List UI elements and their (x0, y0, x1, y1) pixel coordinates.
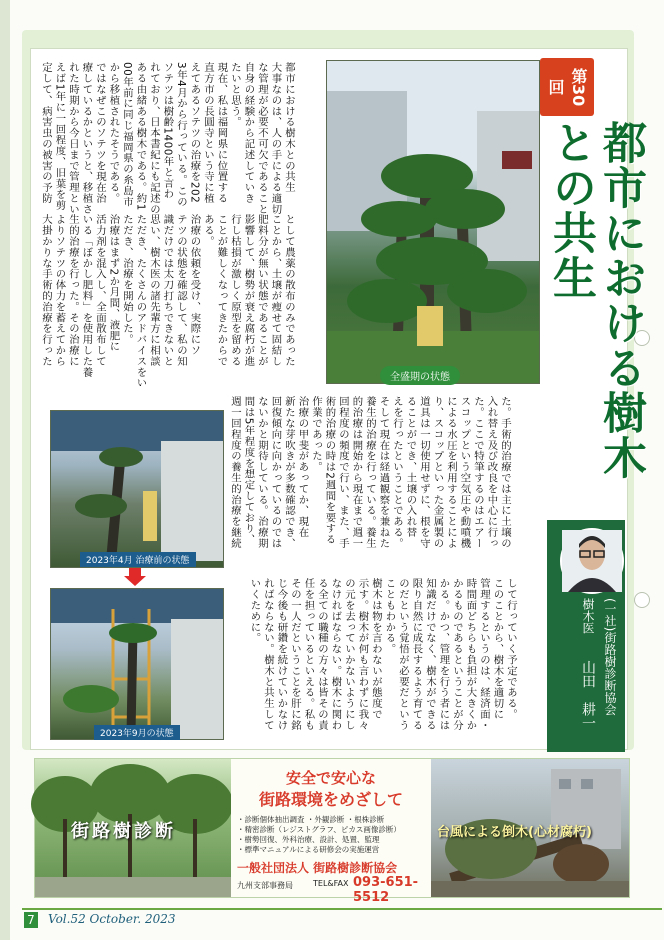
body-line: の元を去っていかないようにし (343, 578, 355, 731)
body-line: 活力剤を混入し、全面散布して (94, 214, 106, 367)
series-label: 第30回 (546, 67, 588, 107)
body-line: 任を担っているといえる。私も (302, 578, 315, 731)
body-line: そして現在は経過観察を兼ねた (377, 396, 390, 549)
main-photo (326, 60, 540, 384)
body-line: じ今後も研鑽を続けていかなけ (275, 578, 288, 731)
ad-headline-2: 街路環境をめざして (258, 790, 403, 809)
body-line: 行し枯損が激しく原型を留める (229, 214, 241, 367)
body-line: として農薬の散布のみであった (283, 214, 295, 367)
body-line: れており、日本書紀にも記述の (148, 62, 160, 215)
ad-center (231, 759, 431, 905)
page-number: 7 (24, 912, 38, 928)
body-line: 回復傾向に向かっているのでは (269, 396, 282, 549)
ad-org: 一般社団法人 街路樹診断協会 (237, 861, 398, 875)
portrait-illustration (562, 530, 622, 592)
body-line: 現在、私は福岡県に位置する (215, 62, 228, 204)
body-line: 00年前に同じ福岡県の糸島市 (121, 62, 133, 208)
body-line: ればならない。樹木と共生して (262, 578, 274, 731)
body-line: から移植されたそうである。 (107, 62, 120, 204)
before-photo-illustration (51, 411, 223, 567)
after-photo (50, 588, 224, 740)
body-line: その一人だということを肝に銘 (289, 578, 301, 731)
ad-services (237, 815, 401, 855)
article-title: 都市における樹木との共生 (545, 120, 646, 480)
main-photo-caption: 全盛期の状態 (380, 366, 460, 385)
body-line: たいと思う。 (229, 62, 241, 128)
ad-banner (34, 758, 630, 905)
body-line: 直方市の長圓寺という寺に植 (202, 62, 214, 204)
body-text-d (247, 578, 517, 740)
body-line: スコップという空気圧や動噴機 (458, 396, 471, 549)
body-line: 樹木は物を言わないが態度で (370, 578, 382, 720)
body-line: ではなぜこのソテツを現在治 (94, 62, 106, 204)
ad-service-item: ・樹勢回復、外科治療、設計、処置、監理 (237, 835, 380, 844)
body-text-block-d (230, 578, 544, 740)
body-line: 回程度の頻度で行い、また、手 (337, 396, 349, 549)
body-line: 影響して、樹勢が衰え腐朽が進 (242, 214, 255, 367)
body-line: 道具は一切使用せずに、根を守 (418, 396, 430, 549)
body-line: かる。かつ、管理を行う者には (437, 578, 450, 731)
cycad-illustration (327, 61, 539, 383)
arrow-down-icon (124, 568, 146, 586)
body-line: 限り自然に成長するよう育てる (410, 578, 423, 731)
ad-tel: 093-651-5512 (353, 875, 419, 905)
body-line: かるものであるということが分 (451, 578, 463, 731)
body-line: 治療はまず2か月間、液肥に (107, 214, 120, 352)
body-line: ないかと期待している。治療期 (256, 396, 268, 549)
body-line: えてあるソテツの治療を202 (188, 62, 201, 204)
body-line: れた時期から今日まで管理とい (67, 62, 79, 215)
body-line: 新たな芽吹きが多数確認でき、 (283, 396, 295, 549)
body-line: る全ての職種の方々は皆その責 (316, 578, 328, 731)
body-line: 術的治療の時は2週間を要する (323, 396, 336, 545)
body-line: 間は5年程度を想定しており、 (242, 396, 255, 545)
ad-tel-label: TEL&FAX (313, 879, 349, 888)
author-name: 山田 耕一 (580, 660, 596, 730)
body-line: テツの状態を確認して、私の知 (175, 214, 187, 367)
body-line: いる「ぼかし肥料」を使用した養 (80, 214, 93, 378)
body-line: 作業であった。 (310, 396, 322, 473)
body-line: なければならない。樹木に関わ (329, 578, 342, 731)
body-line: 週一回程度の養生的治療を継続 (229, 396, 241, 549)
body-line: このことから、樹木を適切に (491, 578, 504, 720)
body-line: 知識だけでなく、樹木ができる (424, 578, 436, 731)
body-line: た。ここで特筆するのはエアー (472, 396, 484, 549)
body-line: 時間面どちらも負担が大きくか (464, 578, 477, 731)
ad-left-photo (35, 759, 231, 897)
left-rail (0, 0, 10, 940)
ad-headline-1: 安全で安心な (285, 769, 376, 787)
body-line: ことから、土壌が痩せて固結し (269, 214, 282, 367)
body-line: 療しているかというと、移植さ (80, 62, 93, 215)
body-line: 治療の依頼を受け、実際にソ (188, 214, 201, 356)
ad-service-item: ・精密診断（レジストグラフ、ピカス画像診断） (237, 825, 401, 834)
body-line: による水圧を利用することによ (445, 396, 457, 549)
body-line: り、スコップといった金属製の (431, 396, 444, 549)
body-line: 都市における樹木との共生 (283, 62, 295, 193)
body-text-c (228, 396, 512, 574)
body-text-block-b (40, 214, 322, 396)
ad-service-item: ・診断個体抽出調査 ・外観診断 ・根株診断 (237, 815, 385, 824)
body-line: 肥料分が無い状態であることが (256, 214, 268, 367)
body-line: ソテツは樹齢1400年と言わ (161, 62, 174, 200)
body-line: ただき、たくさんのアドバイスをい (134, 214, 147, 389)
body-line: のだという覚悟が必要だという (397, 578, 409, 731)
body-line: 示す。樹木が何も言わずに我々 (356, 578, 369, 731)
ad-right-photo (431, 759, 629, 897)
body-line: こともわかる。 (383, 578, 396, 655)
body-line: 識だけでは太刀打ちできないと (161, 214, 174, 367)
ad-service-item: ・標準マニュアルによる研修会の実施運営 (237, 845, 380, 854)
body-line: 3年4月から行っている。この (175, 62, 187, 208)
ad-branch: 九州支部事務局 (237, 881, 293, 890)
author-org: (一社)街路樹診断協会 (603, 598, 617, 716)
author-role: 樹木医 (581, 598, 595, 634)
body-line: えを行ったということである。 (391, 396, 403, 549)
ad-right-title: 台風による倒木(心材腐朽) (437, 825, 592, 840)
body-line: いくために。 (248, 578, 261, 644)
body-line: 養生的治療を行っている。養生 (364, 396, 376, 549)
punch-hole (634, 592, 650, 608)
body-line: して行っていく予定である。 (505, 578, 517, 720)
body-line: ただき、治療を開始した。 (121, 214, 133, 345)
after-photo-caption: 2023年9月の状態 (94, 725, 180, 740)
author-avatar (560, 528, 624, 594)
footer-rule (22, 908, 662, 910)
body-line: 入れ替え及び改良を中心に行っ (485, 396, 498, 549)
series-badge (540, 58, 594, 116)
body-line: ことが難しくなってきたからで (215, 214, 228, 367)
body-line: 治療の甲斐があってか、現在 (296, 396, 309, 538)
body-line: 定して、病害虫の被害の予防 (40, 62, 52, 204)
body-line: 管理するというのは、経済面・ (478, 578, 490, 731)
body-line: よりソテツの体力を蓄えてから (53, 214, 66, 367)
body-line: ある由緒ある樹木である。約1 (134, 62, 147, 211)
body-line: えば1年に一回程度、旧葉を剪 (53, 62, 66, 211)
body-line: 自身の経験から記述していき (242, 62, 255, 204)
body-line: 的治療は開始から現在まで週一 (350, 396, 363, 549)
before-photo (50, 410, 224, 568)
issue-label: Vol.52 October. 2023 (48, 912, 176, 926)
body-text-block-c (230, 396, 538, 574)
body-line: 生的治療を行った。その治療に (67, 214, 79, 367)
body-line: た。手術的治療では主に土壌の (499, 396, 511, 549)
body-line: 大掛かりな手術的治療を行った (40, 214, 52, 367)
body-line: な管理が必要不可欠であること (256, 62, 268, 215)
body-line: 思い、樹木医の諸先輩方に相談 (148, 214, 160, 367)
body-line: ることができ、土壌の入れ替 (404, 396, 417, 538)
body-line: 大事なのは、人の手による適切 (269, 62, 282, 215)
body-line: ある。 (202, 214, 214, 247)
before-photo-caption: 2023年4月 治療前の状態 (80, 552, 196, 567)
ad-left-title: 街路樹診断 (71, 821, 176, 842)
body-text-b (39, 214, 296, 396)
after-photo-illustration (51, 589, 223, 739)
